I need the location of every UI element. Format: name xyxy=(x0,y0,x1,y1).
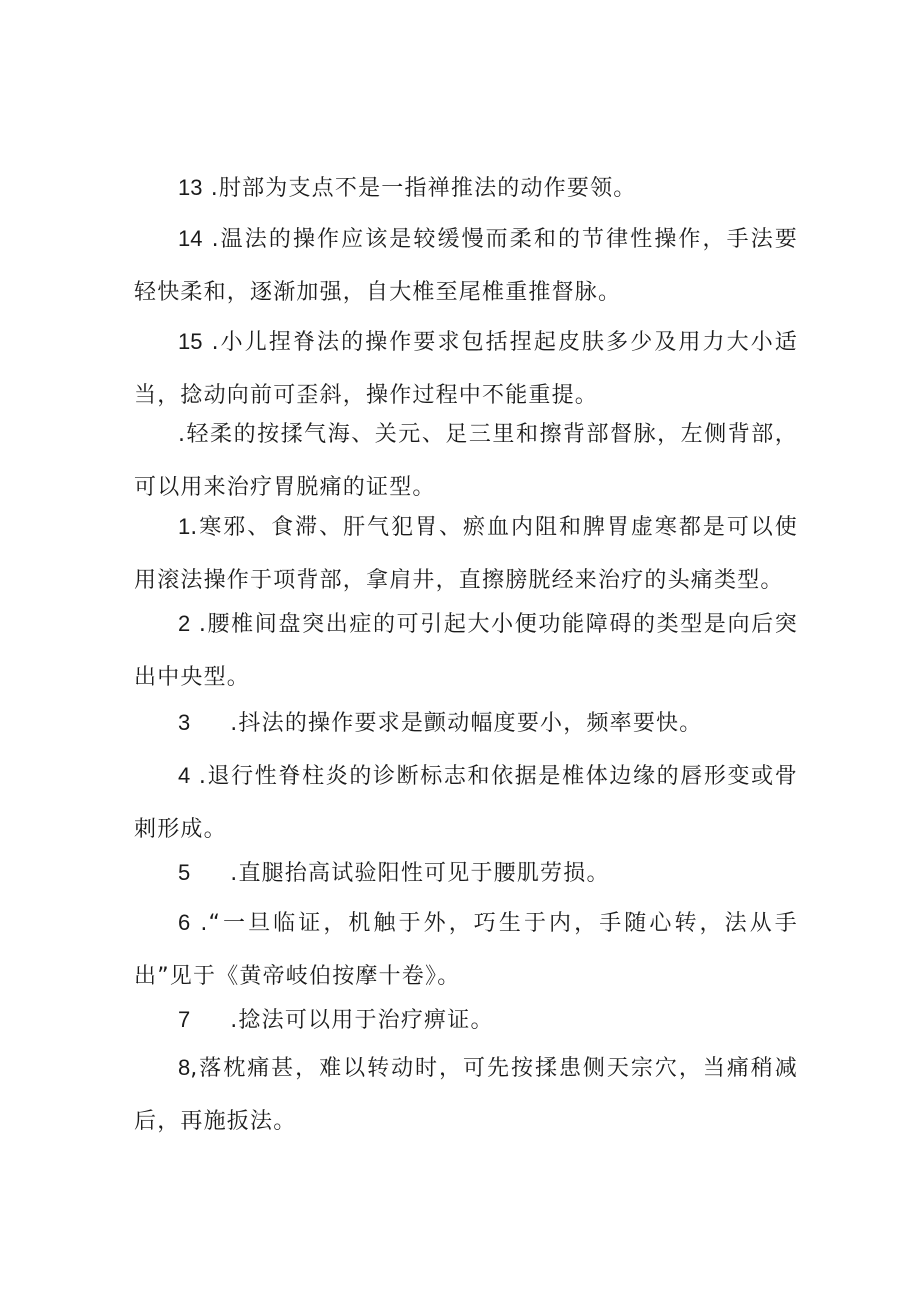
paragraph-13 xyxy=(134,161,798,215)
item-text: .轻柔的按揉气海、关元、足三里和擦背部督脉，左侧背部，可以用来治疗胃脱痛的证型。 xyxy=(134,422,798,500)
paragraph-7 xyxy=(134,993,798,1047)
paragraph-15 xyxy=(134,315,798,422)
item-text: .寒邪、食滞、肝气犯胃、瘀血内阻和脾胃虚寒都是可以使用滚法操作于项背部，拿肩井，直擦膀胱经来治疗的头痛类型。 xyxy=(134,515,798,593)
item-number: 14 xyxy=(178,226,203,251)
item-text: .“一旦临证，机触于外，巧生于内，手随心转，法从手出”见于《黄帝岐伯按摩十卷》。 xyxy=(134,911,798,989)
item-number: 5 xyxy=(178,860,191,885)
paragraph-1 xyxy=(134,500,798,607)
paragraph-14 xyxy=(134,212,798,319)
item-text: .腰椎间盘突出症的可引起大小便功能障碍的类型是向后突出中央型。 xyxy=(134,612,798,690)
paragraph-4 xyxy=(134,749,798,856)
item-text: .捻法可以用于治疗痹证。 xyxy=(230,1008,494,1033)
item-text: .小儿捏脊法的操作要求包括捏起皮肤多少及用力大小适当，捻动向前可歪斜，操作过程中不能重提。 xyxy=(134,330,798,408)
item-number: 7 xyxy=(178,1007,191,1032)
paragraph-2 xyxy=(134,597,798,704)
item-number: 1 xyxy=(178,514,191,539)
item-number: 2 xyxy=(178,611,191,636)
item-text: .抖法的操作要求是颤动幅度要小，频率要快。 xyxy=(230,711,703,736)
item-number: 15 xyxy=(178,329,203,354)
item-number: 3 xyxy=(178,710,191,735)
item-text: .温法的操作应该是较缓慢而柔和的节律性操作，手法要轻快柔和，逐渐加强，自大椎至尾椎重推督脉。 xyxy=(134,227,798,305)
paragraph-unnumbered xyxy=(134,407,798,514)
paragraph-6 xyxy=(134,896,798,1003)
item-number: 8 xyxy=(178,1055,191,1080)
item-text: ,落枕痛甚，难以转动时，可先按揉患侧天宗穴，当痛稍减后，再施扳法。 xyxy=(134,1056,798,1134)
item-text: .肘部为支点不是一指禅推法的动作要领。 xyxy=(210,176,637,201)
item-number: 6 xyxy=(178,910,191,935)
item-text: .直腿抬高试验阳性可见于腰肌劳损。 xyxy=(230,861,610,886)
item-number: 13 xyxy=(178,175,203,200)
paragraph-5 xyxy=(134,846,798,900)
paragraph-8 xyxy=(134,1041,798,1148)
paragraph-3 xyxy=(134,696,798,750)
item-text: .退行性脊柱炎的诊断标志和依据是椎体边缘的唇形变或骨刺形成。 xyxy=(134,764,798,842)
item-number: 4 xyxy=(178,763,191,788)
